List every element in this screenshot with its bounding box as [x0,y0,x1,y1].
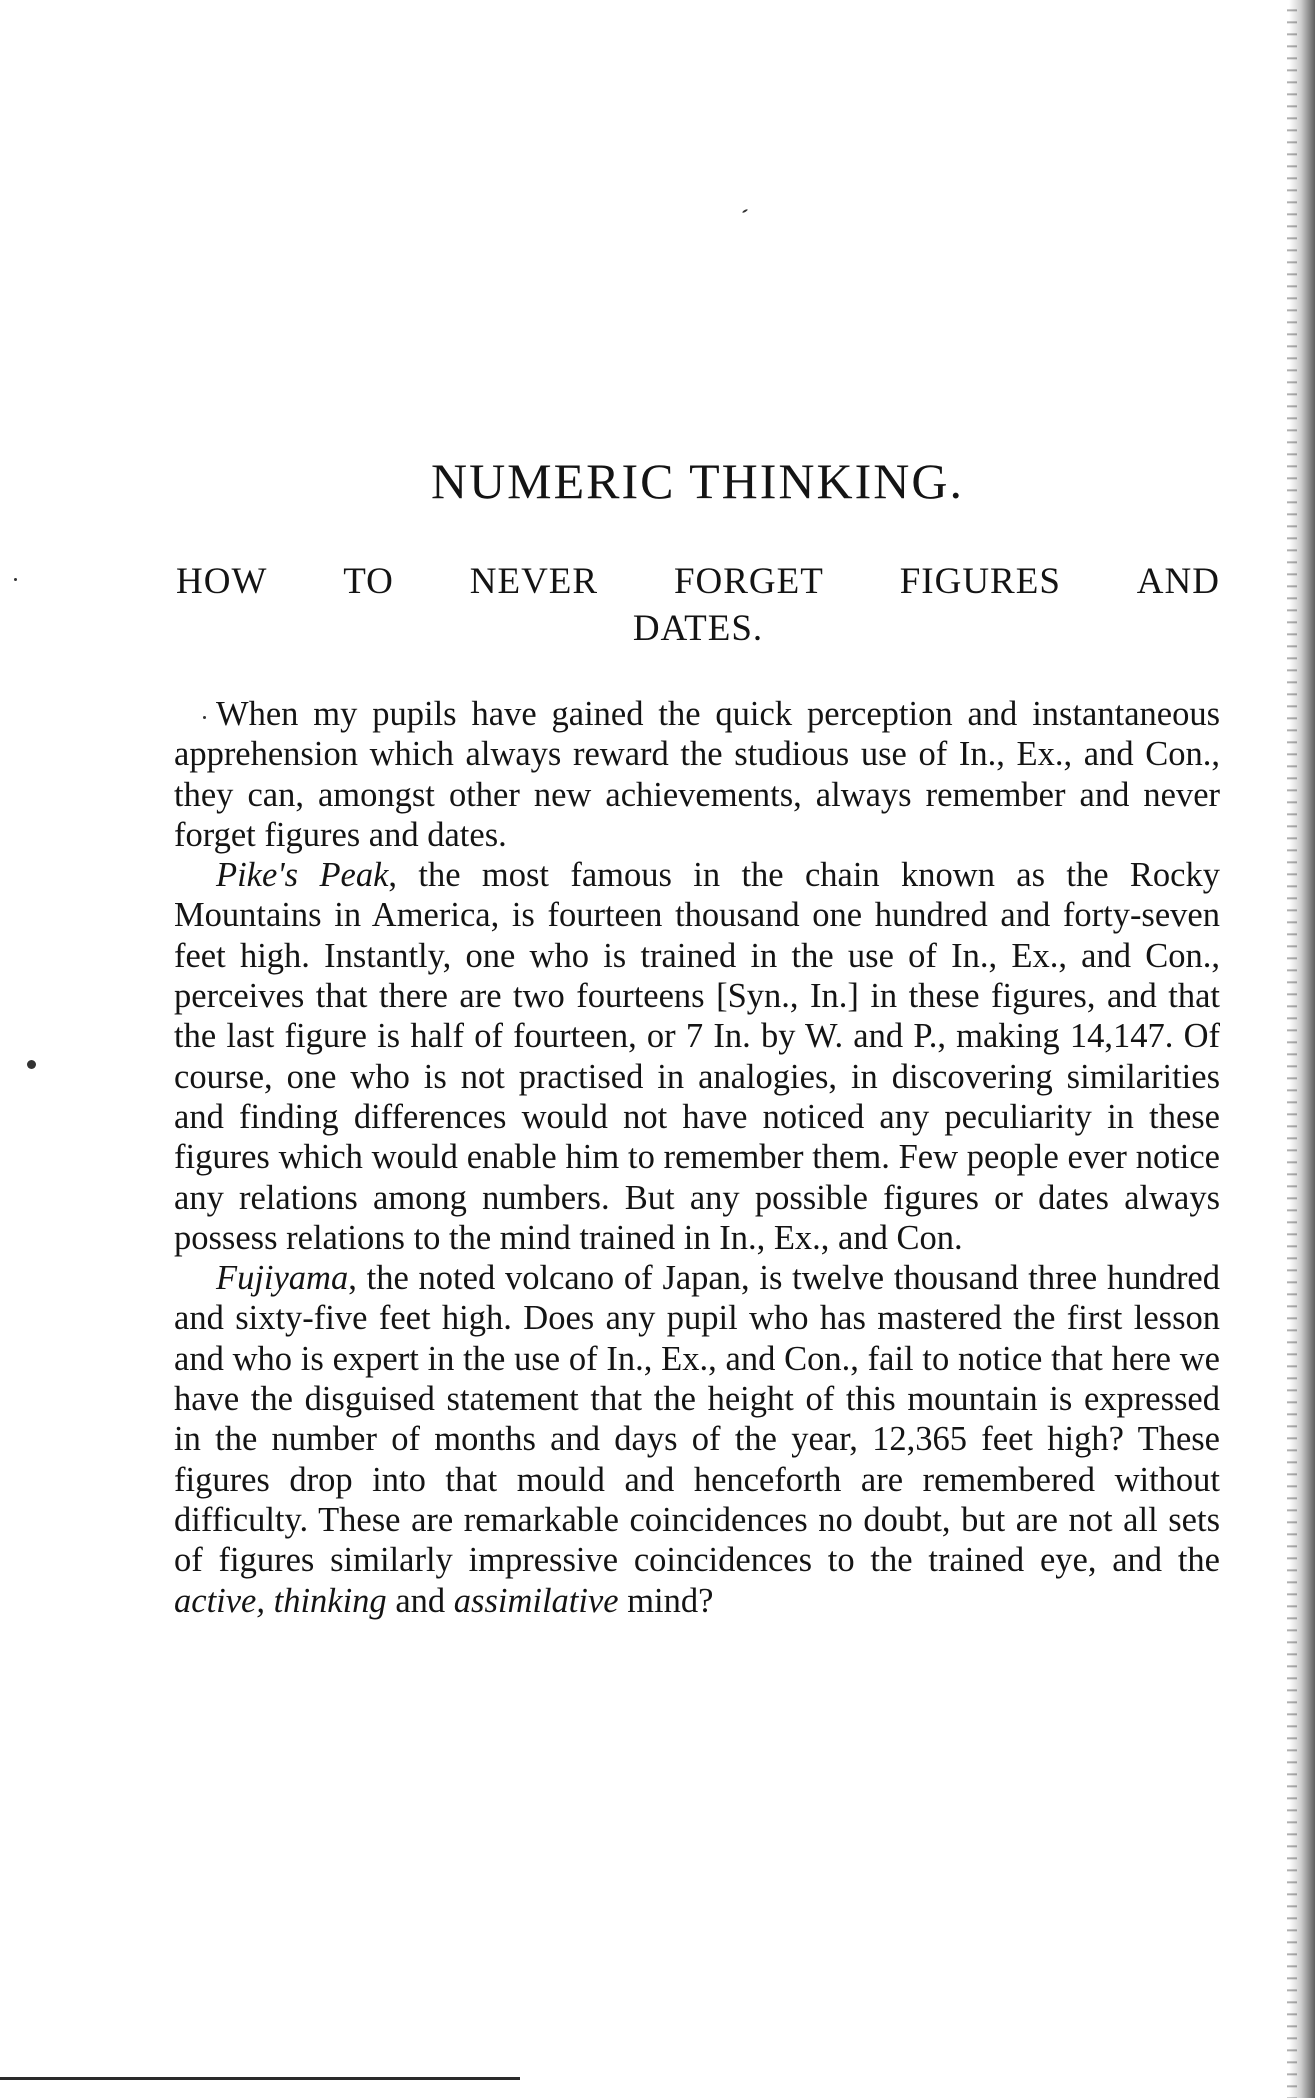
paragraph-3-text: , the noted volcano of Japan, is twelve thousand three hundred and sixty-five feet high. Does any pupil who has mastered the first lesson and who is expert in the use of In., Ex., and Con., fail to notice that here we have the disguised statement that the height of this mountain is expressed in the number of months and days of the year, 12,365 feet high? These figures drop into that mould and henceforth are remembered without difficulty. These are remarkable coincidences no doubt, but are not all sets of figures similarly impressive coincidences to the trained eye, and the [174,1259,1220,1580]
page-edge-specks [1287,0,1297,2098]
chapter-title: NUMERIC THINKING. [430,453,965,509]
subtitle-word: FORGET [673,561,824,602]
assimilative-italic: assimilative [453,1581,619,1620]
paragraph-3-space [265,1582,274,1620]
paragraph-3-end: mind? [618,1581,714,1620]
subtitle-word: NEVER [469,561,599,602]
paragraph-3-and: and [386,1581,454,1620]
scan-speck [742,209,748,214]
paragraph-2-text: , the most famous in the chain known as the Rocky Mountains in America, is fourteen thousand one hundred and forty-seven feet high. Instantly, one who is trained in the use of In., Ex., and Con., perceives that there are two fourteens [Syn., In.] in these figures, and that the last figure is half of fourteen, or 7 In. by W. and P., making 14,147. Of course, one who is not practised in analogies, in discovering similarities and finding differences would not have noticed any peculiarity in these figures which would enable him to remember them. Few people ever notice any relations among numbers. But any possible figures or dates always possess relations to the mind trained in In., Ex., and Con. [174,856,1220,1257]
subtitle-word: FIGURES [899,561,1061,602]
subtitle-line-2: DATES. [632,608,764,649]
body-text [174,694,1220,1621]
thinking-italic: thinking [273,1581,387,1620]
subtitle-word: TO [343,561,394,602]
subtitle-word: AND [1136,561,1220,602]
paragraph-3 [174,1258,1220,1621]
subtitle-line-1 [176,558,1220,605]
fujiyama-italic: Fujiyama [216,1259,349,1298]
paragraph-1: When my pupils have gained the quick perception and instantaneous apprehension which always reward the studious use of In., Ex., and Con., they can, amongst other new achievements, always remember and never forget figures and dates. [174,695,1220,854]
subtitle-word: HOW [176,561,268,602]
pikes-peak-italic: Pike's Peak [216,856,389,895]
paragraph-2 [174,855,1220,1258]
chapter-subtitle [176,558,1220,652]
active-italic: active, [174,1581,265,1620]
scan-speck [14,578,17,581]
scan-speck [27,1060,36,1069]
bottom-scan-rule [0,2077,520,2080]
